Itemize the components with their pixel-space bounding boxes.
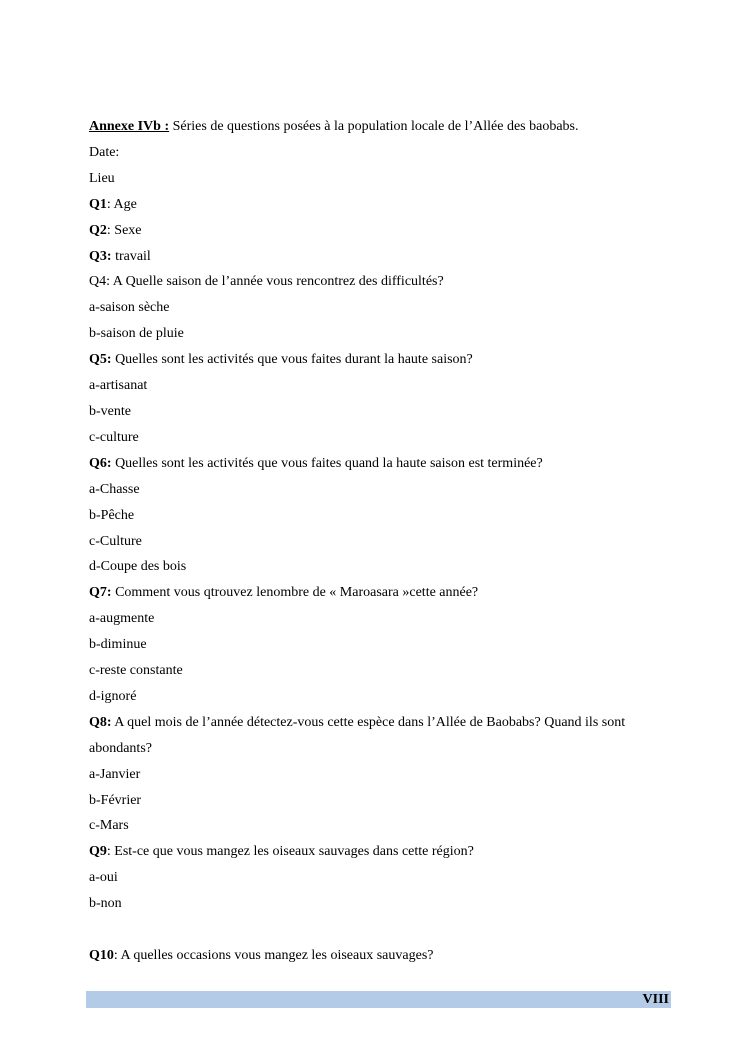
page-number: VIII [642,992,669,1007]
date-field: Date: [89,144,120,160]
answer-option: d-Coupe des bois [89,559,187,575]
answer-option: a-Chasse [89,481,140,497]
answer-option: c-culture [89,429,139,445]
question-q3 [89,244,679,270]
question-label: Q7: [89,585,112,601]
answer-option: a-augmente [89,611,155,627]
question-text: : Est-ce que vous mangez les oiseaux sauvages dans cette région? [106,844,474,860]
answer-option: a-oui [89,870,118,886]
question-text: : Sexe [106,222,142,238]
question-q5 [89,347,679,373]
answer-option: c-Mars [89,818,129,834]
answer-option: c-Culture [89,533,142,549]
question-q6 [89,451,679,477]
blank-line [89,917,679,943]
question-label: Q5: [89,352,112,368]
question-q8 [89,710,679,762]
question-text: : A quelles occasions vous mangez les oiseaux sauvages? [113,947,434,963]
answer-option: a-artisanat [89,378,148,394]
question-q4: Q4: A Quelle saison de l’année vous rencontrez des difficultés? [89,274,444,290]
annex-title [89,114,679,140]
answer-option: a-saison sèche [89,300,170,316]
question-q1 [89,192,679,218]
page-footer-bar [86,991,671,1008]
question-text: A quel mois de l’année détectez-vous cette espèce dans l’Allée de Baobabs? Quand ils sont abondants? [89,714,626,756]
question-label: Q8: [89,714,112,730]
document-body [89,114,679,969]
question-text: : Age [106,196,137,212]
answer-option: b-saison de pluie [89,326,184,342]
answer-option: b-Pêche [89,507,135,523]
answer-option: b-vente [89,403,131,419]
question-label: Q3: [89,248,112,264]
answer-option: b-diminue [89,637,147,653]
question-text: Comment vous qtrouvez lenombre de « Maroasara »cette année? [111,585,479,601]
question-label: Q6: [89,455,112,471]
question-label: Q10 [89,947,114,963]
annex-description: Séries de questions posées à la population locale de l’Allée des baobabs. [169,119,579,134]
answer-option: b-Février [89,792,142,808]
question-label: Q1 [89,196,107,212]
annex-label: Annexe IVb : [89,119,170,134]
question-text: Quelles sont les activités que vous faites durant la haute saison? [111,352,473,368]
answer-option: a-Janvier [89,766,141,782]
question-q2 [89,218,679,244]
answer-option: b-non [89,896,122,912]
answer-option: d-ignoré [89,688,137,704]
answer-option: c-reste constante [89,663,183,679]
lieu-field: Lieu [89,170,115,186]
question-q10 [89,943,679,969]
question-text: travail [111,248,151,264]
question-text: Quelles sont les activités que vous faites quand la haute saison est terminée? [111,455,543,471]
question-label: Q9 [89,844,107,860]
question-q9 [89,839,679,865]
question-q7 [89,580,679,606]
question-label: Q2 [89,222,107,238]
